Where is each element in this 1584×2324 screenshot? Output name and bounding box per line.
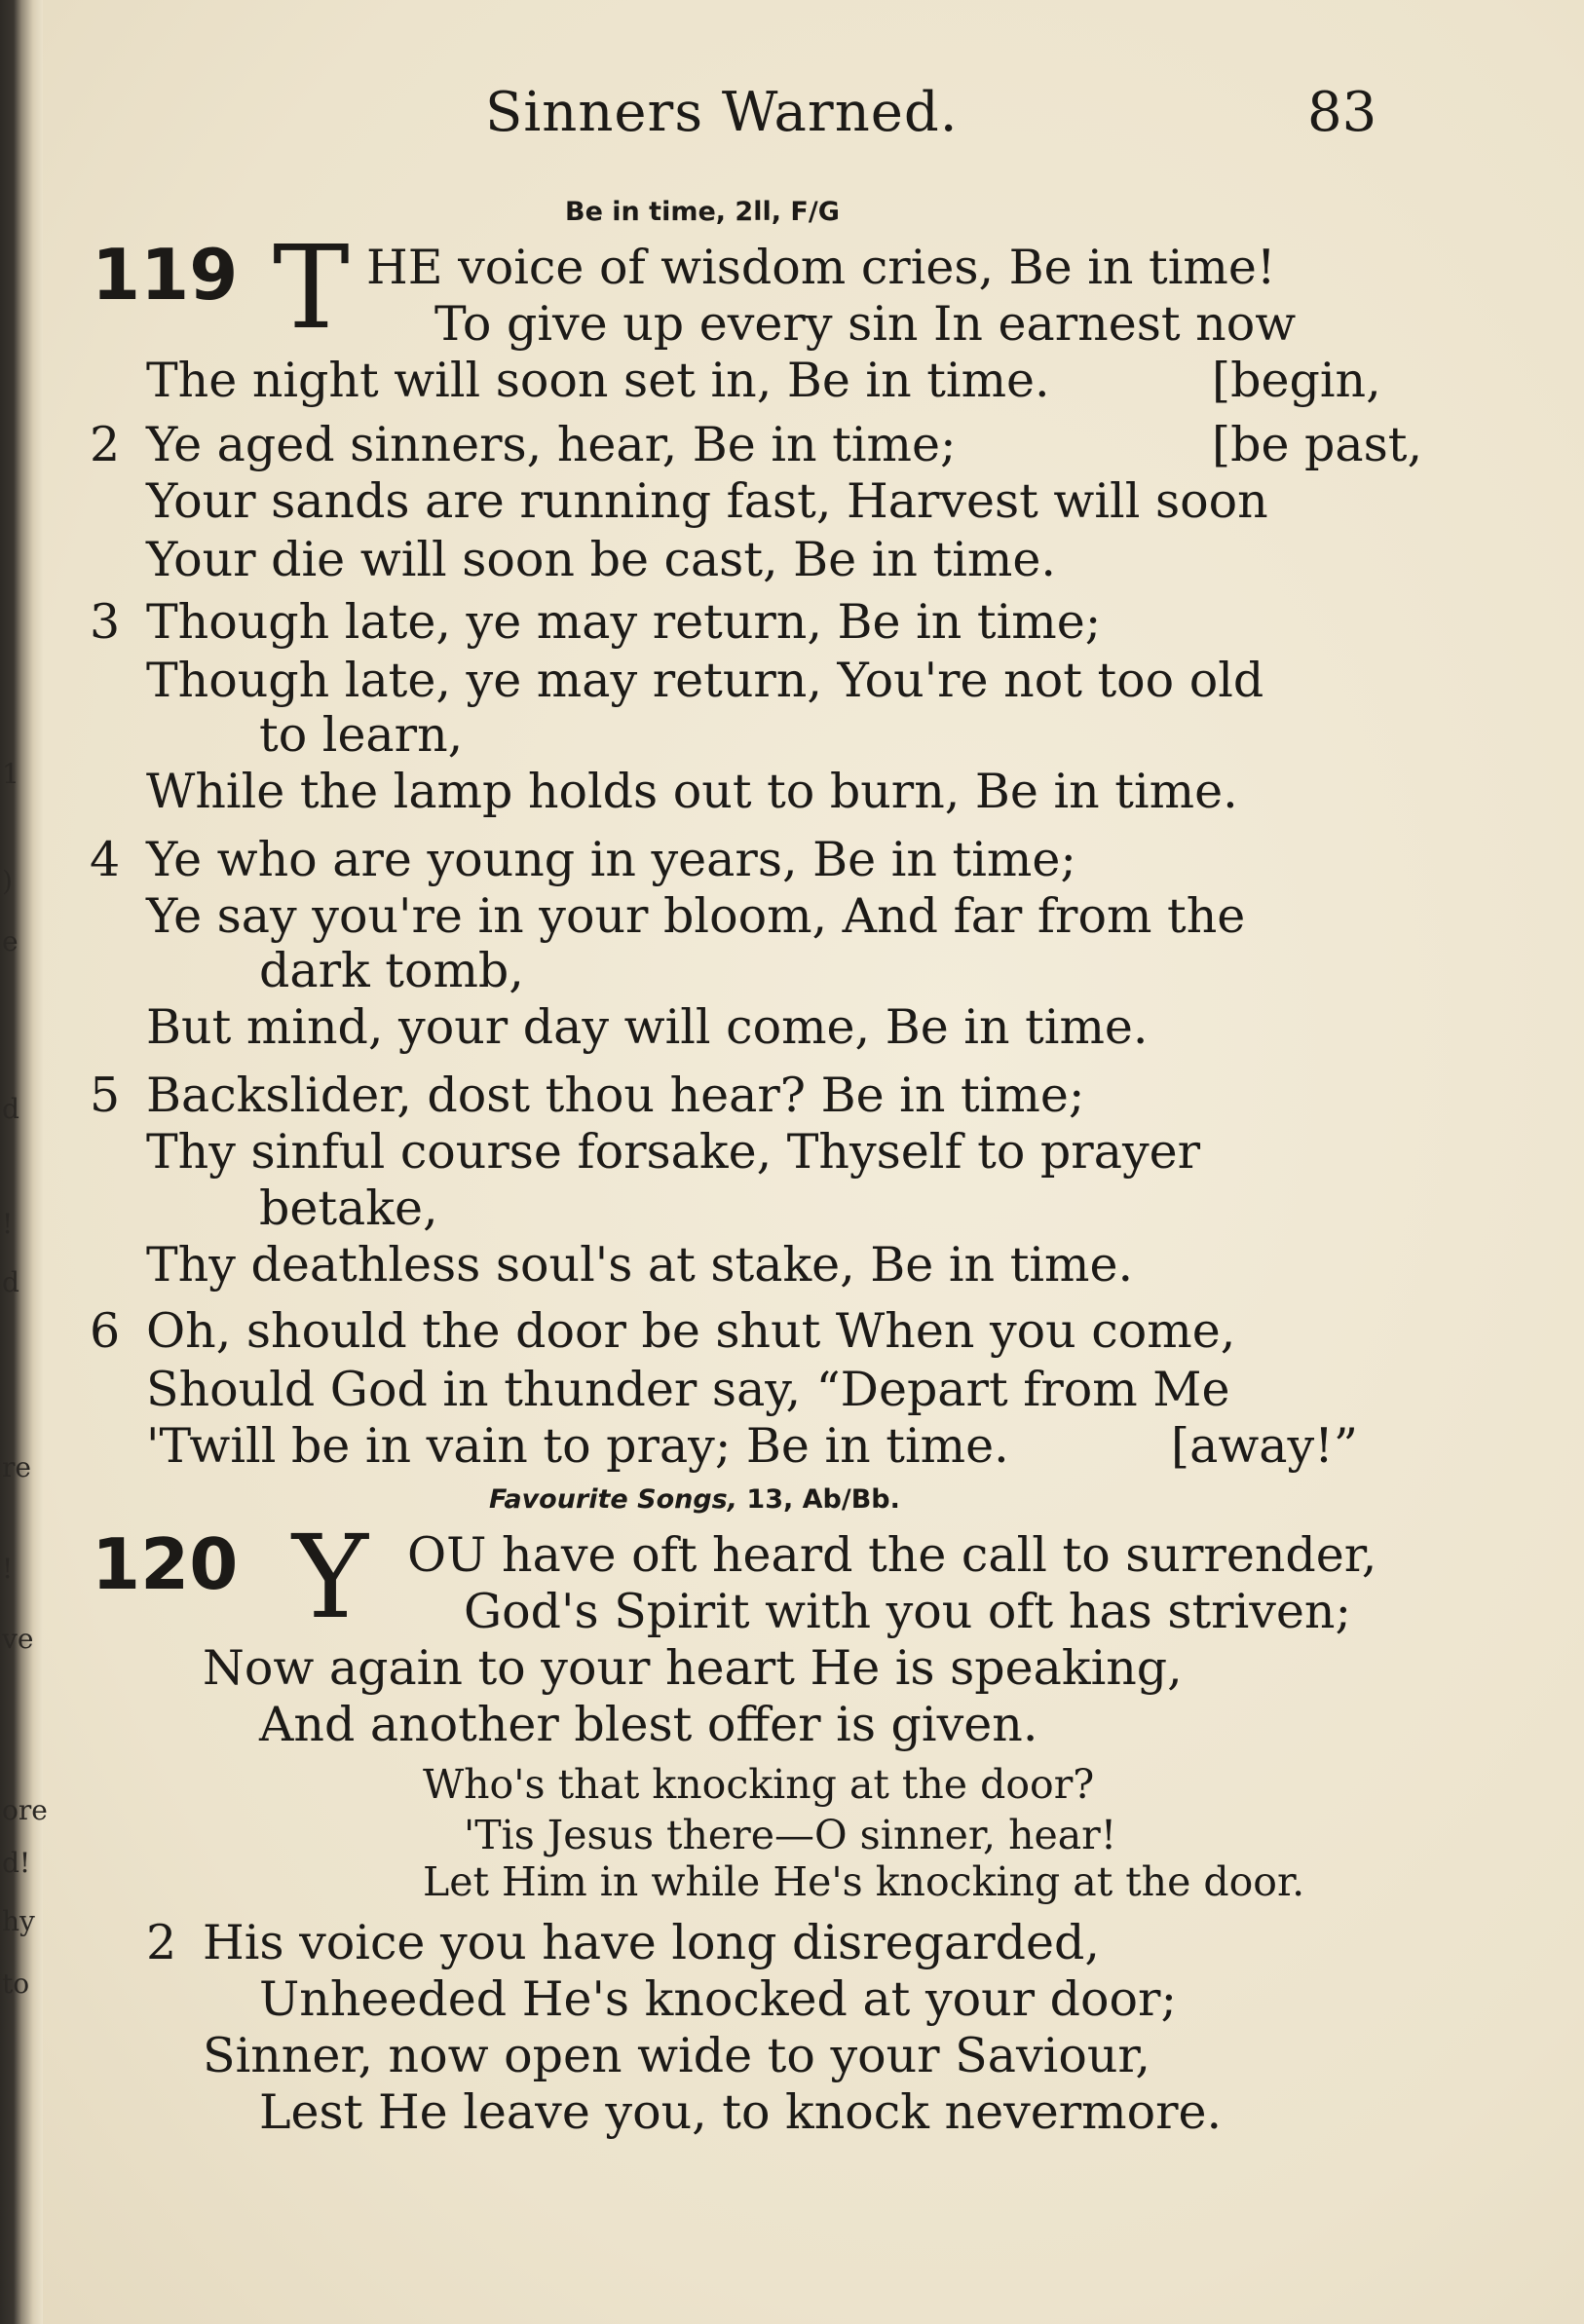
margin-bleed-text: hy xyxy=(2,1905,35,1937)
margin-bleed-text: 1 xyxy=(2,758,19,790)
margin-bleed-text: ) xyxy=(2,865,13,897)
verse-line: Now again to your heart He is speaking, xyxy=(203,1640,1183,1696)
margin-bleed-text: d xyxy=(2,1093,19,1125)
verse-line: Backslider, dost thou hear? Be in time; xyxy=(146,1068,1085,1123)
chorus-line: Who's that knocking at the door? xyxy=(423,1761,1095,1808)
verse-line: 'Twill be in vain to pray; Be in time. xyxy=(146,1418,1009,1474)
margin-bleed-text: ore xyxy=(2,1794,48,1826)
verse-line-continuation: betake, xyxy=(259,1181,438,1236)
verse-line: Ye aged sinners, hear, Be in time; xyxy=(146,417,957,472)
tune-book: Favourite Songs, xyxy=(489,1484,737,1515)
verse-line: Your die will soon be cast, Be in time. xyxy=(146,532,1056,587)
margin-bleed-text: to xyxy=(2,1968,30,2000)
verse-line: Thy deathless soul's at stake, Be in time. xyxy=(146,1237,1134,1293)
verse-line: Though late, ye may return, You're not too old xyxy=(146,653,1264,708)
verse-line-turnover: [be past, xyxy=(1212,417,1423,472)
verse-line: OU have oft heard the call to surrender, xyxy=(407,1527,1377,1583)
verse-line: Lest He leave you, to knock nevermore. xyxy=(259,2084,1223,2140)
verse-line: And another blest offer is given. xyxy=(259,1697,1038,1752)
margin-bleed-text: e xyxy=(2,925,19,957)
drop-cap: T xyxy=(273,220,350,355)
verse-line: Unheeded He's knocked at your door; xyxy=(259,1971,1177,2027)
drop-cap: Y xyxy=(292,1510,368,1644)
verse-number: 6 xyxy=(90,1303,121,1359)
margin-bleed-text: ! xyxy=(2,1208,14,1240)
chorus-line: 'Tis Jesus there—O sinner, hear! xyxy=(464,1812,1117,1858)
verse-line: To give up every sin In earnest now xyxy=(434,296,1297,352)
verse-line-turnover: [away!” xyxy=(1171,1418,1358,1474)
verse-line: Sinner, now open wide to your Saviour, xyxy=(203,2028,1150,2083)
margin-bleed-text: d! xyxy=(2,1847,31,1879)
verse-line: But mind, your day will come, Be in time. xyxy=(146,999,1149,1055)
tune-reference xyxy=(489,1486,900,1513)
verse-line: Though late, ye may return, Be in time; xyxy=(146,594,1102,650)
verse-line: Ye say you're in your bloom, And far from the xyxy=(146,888,1246,944)
verse-number: 3 xyxy=(90,594,121,650)
verse-number: 5 xyxy=(90,1068,121,1123)
hymn-number: 119 xyxy=(92,234,239,316)
verse-line: His voice you have long disregarded, xyxy=(203,1915,1100,1970)
verse-line: Ye who are young in years, Be in time; xyxy=(146,832,1076,887)
verse-line-turnover: [begin, xyxy=(1212,353,1381,408)
verse-line: Thy sinful course forsake, Thyself to prayer xyxy=(146,1124,1201,1180)
hymn-number: 120 xyxy=(92,1523,239,1605)
verse-line: Your sands are running fast, Harvest will soon xyxy=(146,473,1268,529)
page-number: 83 xyxy=(1307,81,1377,144)
margin-bleed-text: d xyxy=(2,1266,19,1298)
margin-bleed-text: ! xyxy=(2,1553,14,1585)
tune-key: 13, Ab/Bb. xyxy=(746,1484,900,1515)
verse-line-continuation: dark tomb, xyxy=(259,943,524,998)
verse-line: Oh, should the door be shut When you come, xyxy=(146,1303,1236,1359)
tune-reference: Be in time, 2ll, F/G xyxy=(565,197,840,227)
verse-number: 2 xyxy=(146,1915,177,1970)
chorus-line: Let Him in while He's knocking at the door. xyxy=(423,1858,1305,1905)
margin-bleed-text: re xyxy=(2,1451,31,1483)
verse-line: While the lamp holds out to burn, Be in time. xyxy=(146,764,1238,819)
verse-line: HE voice of wisdom cries, Be in time! xyxy=(366,240,1276,295)
page-title: Sinners Warned. xyxy=(485,81,959,144)
verse-line: God's Spirit with you oft has striven; xyxy=(464,1584,1351,1639)
verse-number: 4 xyxy=(90,832,121,887)
margin-bleed-text: ve xyxy=(2,1623,34,1655)
verse-line: The night will soon set in, Be in time. xyxy=(146,353,1050,408)
verse-line: Should God in thunder say, “Depart from Me xyxy=(146,1362,1230,1417)
verse-line-continuation: to learn, xyxy=(259,707,464,763)
verse-number: 2 xyxy=(90,417,121,472)
